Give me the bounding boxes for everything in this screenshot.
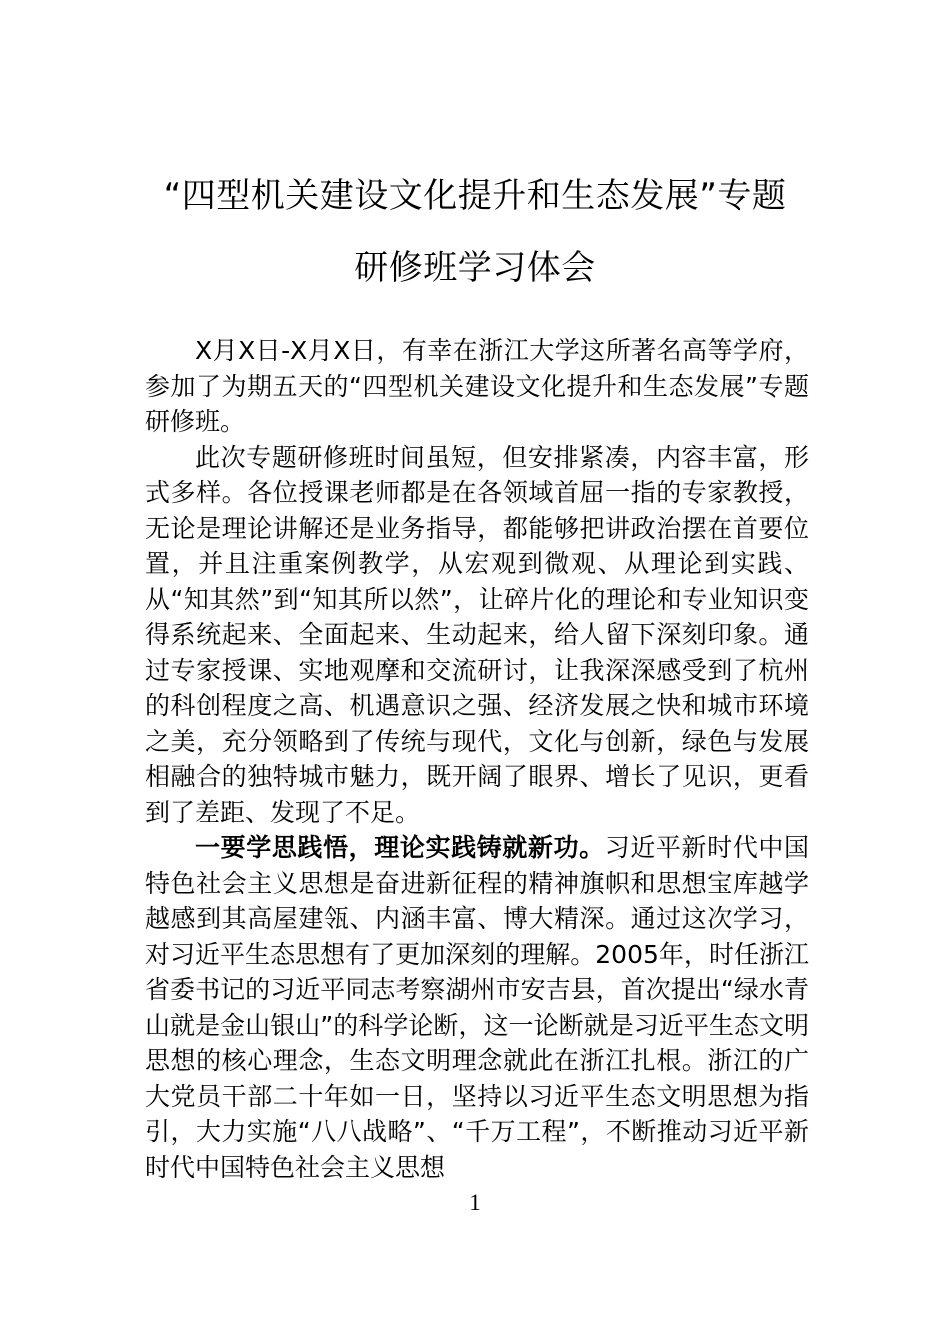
paragraph-2	[145, 440, 809, 831]
document-title-line-2: 研修班学习体会	[354, 248, 596, 288]
paragraph-1	[145, 333, 809, 440]
page-number: 1	[469, 1190, 481, 1215]
paragraph-1-text: X月X日-X月X日，有幸在浙江大学这所著名高等学府，参加了为期五天的“四型机关建设文化提升和生态发展”专题研修班。	[145, 336, 809, 436]
paragraph-3-text: 习近平新时代中国特色社会主义思想是奋进新征程的精神旗帜和思想宝库越学越感到其高屋建瓴、内涵丰富、博大精深。通过这次学习，对习近平生态思想有了更加深刻的理解。2005年，时任浙江省委书记的习近平同志考察湖州市安吉县，首次提出“绿水青山就是金山银山”的科学论断，这一论断就是习近平生态文明思想的核心理念，生态文明理念就此在浙江扎根。浙江的广大党员干部二十年如一日，坚持以习近平生态文明思想为指引，大力实施“八八战略”、“千万工程”，不断推动习近平新时代中国特色社会主义思想	[145, 833, 809, 1182]
paragraph-3	[145, 830, 809, 1185]
document-body	[145, 333, 809, 1185]
paragraph-3-lead: 一要学思践悟，理论实践铸就新功。	[195, 833, 605, 862]
paragraph-2-text: 此次专题研修班时间虽短，但安排紧凑，内容丰富，形式多样。各位授课老师都是在各领域首屈一指的专家教授，无论是理论讲解还是业务指导，都能够把讲政治摆在首要位置，并且注重案例教学，从宏观到微观、从理论到实践、从“知其然”到“知其所以然”，让碎片化的理论和专业知识变得系统起来、全面起来、生动起来，给人留下深刻印象。通过专家授课、实地观摩和交流研讨，让我深深感受到了杭州的科创程度之高、机遇意识之强、经济发展之快和城市环境之美，充分领略到了传统与现代，文化与创新，绿色与发展相融合的独特城市魅力，既开阔了眼界、增长了见识，更看到了差距、发现了不足。	[145, 442, 809, 827]
document-title-line-1: “四型机关建设文化提升和生态发展”专题	[163, 176, 787, 216]
